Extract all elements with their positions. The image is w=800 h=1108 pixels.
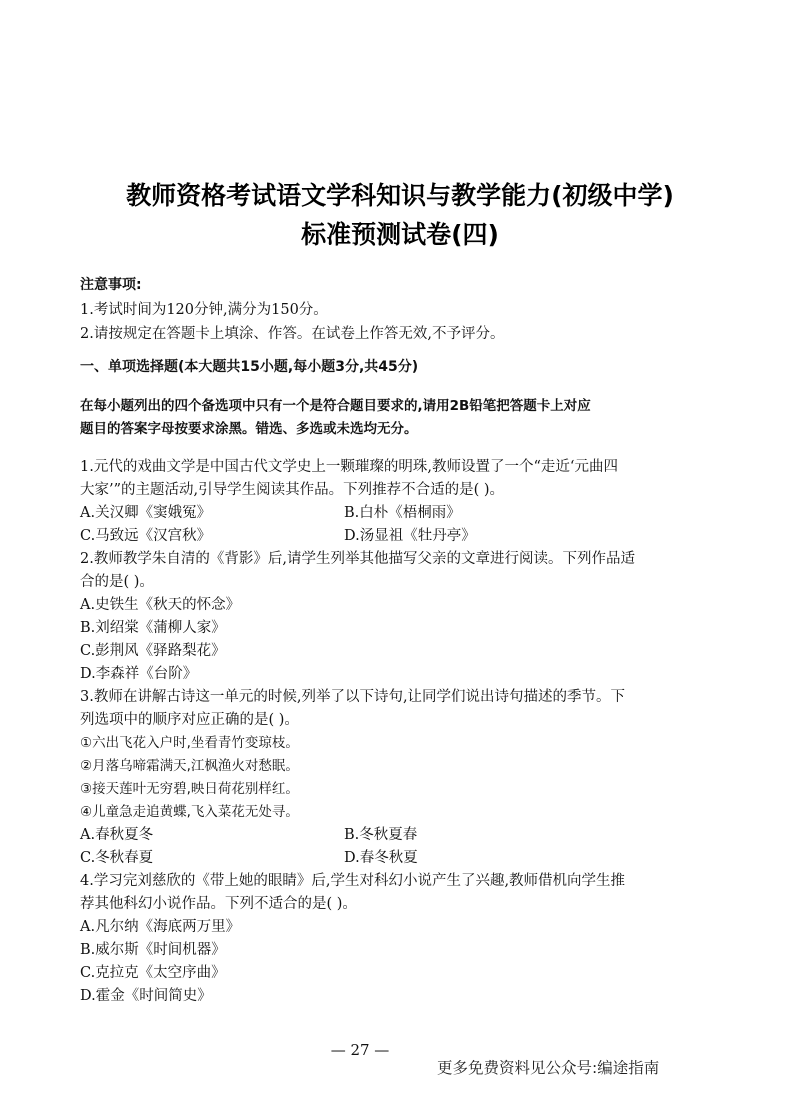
q3-option-c: C.冬秋春夏 xyxy=(80,850,154,866)
q3-poem-1: ①六出飞花入户时,坐看青竹变琼枝。 xyxy=(80,735,299,751)
q4-stem-line1: 4.学习完刘慈欣的《带上她的眼睛》后,学生对科幻小说产生了兴趣,教师借机向学生推 xyxy=(80,873,626,889)
q3-poem-3: ③接天莲叶无穷碧,映日荷花别样红。 xyxy=(80,781,299,797)
q1-option-a: A.关汉卿《窦娥冤》 xyxy=(80,505,212,521)
section-heading: 一、单项选择题(本大题共15小题,每小题3分,共45分) xyxy=(80,359,419,375)
section-instruction-1: 在每小题列出的四个备选项中只有一个是符合题目要求的,请用2B铅笔把答题卡上对应 xyxy=(80,398,591,414)
q1-option-c: C.马致远《汉宫秋》 xyxy=(80,528,212,544)
q2-stem-line1: 2.教师教学朱自清的《背影》后,请学生列举其他描写父亲的文章进行阅读。下列作品适 xyxy=(80,551,635,567)
q3-option-b: B.冬秋夏春 xyxy=(344,827,418,843)
exam-title-line1: 教师资格考试语文学科知识与教学能力(初级中学) xyxy=(126,181,674,210)
q3-option-a: A.春秋夏冬 xyxy=(80,827,154,843)
q4-option-d: D.霍金《时间简史》 xyxy=(80,988,212,1004)
q1-option-d: D.汤显祖《牡丹亭》 xyxy=(344,528,476,544)
notice-item-1: 1.考试时间为120分钟,满分为150分。 xyxy=(80,302,328,318)
q2-option-b: B.刘绍棠《蒲柳人家》 xyxy=(80,620,226,636)
q3-stem-line1: 3.教师在讲解古诗这一单元的时候,列举了以下诗句,让同学们说出诗句描述的季节。下 xyxy=(80,689,626,705)
q1-option-b: B.白朴《梧桐雨》 xyxy=(344,505,461,521)
q3-poem-2: ②月落乌啼霜满天,江枫渔火对愁眠。 xyxy=(80,758,299,774)
q2-option-a: A.史铁生《秋天的怀念》 xyxy=(80,597,241,613)
q1-stem-line1: 1.元代的戏曲文学是中国古代文学史上一颗璀璨的明珠,教师设置了一个“走近‘元曲四 xyxy=(80,459,618,475)
section-instruction-2: 题目的答案字母按要求涂黑。错选、多选或未选均无分。 xyxy=(80,421,418,437)
q4-option-b: B.威尔斯《时间机器》 xyxy=(80,942,226,958)
q2-option-c: C.彭荆风《驿路梨花》 xyxy=(80,643,226,659)
notice-item-2: 2.请按规定在答题卡上填涂、作答。在试卷上作答无效,不予评分。 xyxy=(80,326,505,342)
exam-title-line2: 标准预测试卷(四) xyxy=(301,220,499,249)
q3-stem-line2: 列选项中的顺序对应正确的是( )。 xyxy=(80,712,299,728)
q3-poem-4: ④儿童急走追黄蝶,飞入菜花无处寻。 xyxy=(80,804,299,820)
q3-option-d: D.春冬秋夏 xyxy=(344,850,418,866)
page-number: — 27 — xyxy=(330,1041,390,1059)
q4-option-a: A.凡尔纳《海底两万里》 xyxy=(80,919,241,935)
q1-stem-line2: 大家’”的主题活动,引导学生阅读其作品。下列推荐不合适的是( )。 xyxy=(80,482,505,498)
notice-heading: 注意事项: xyxy=(80,277,142,293)
q4-option-c: C.克拉克《太空序曲》 xyxy=(80,965,226,981)
q4-stem-line2: 荐其他科幻小说作品。下列不适合的是( )。 xyxy=(80,896,357,912)
q2-stem-line2: 合的是( )。 xyxy=(80,574,154,590)
q2-option-d: D.李森祥《台阶》 xyxy=(80,666,198,682)
footer-note: 更多免费资料见公众号:编途指南 xyxy=(437,1059,660,1077)
